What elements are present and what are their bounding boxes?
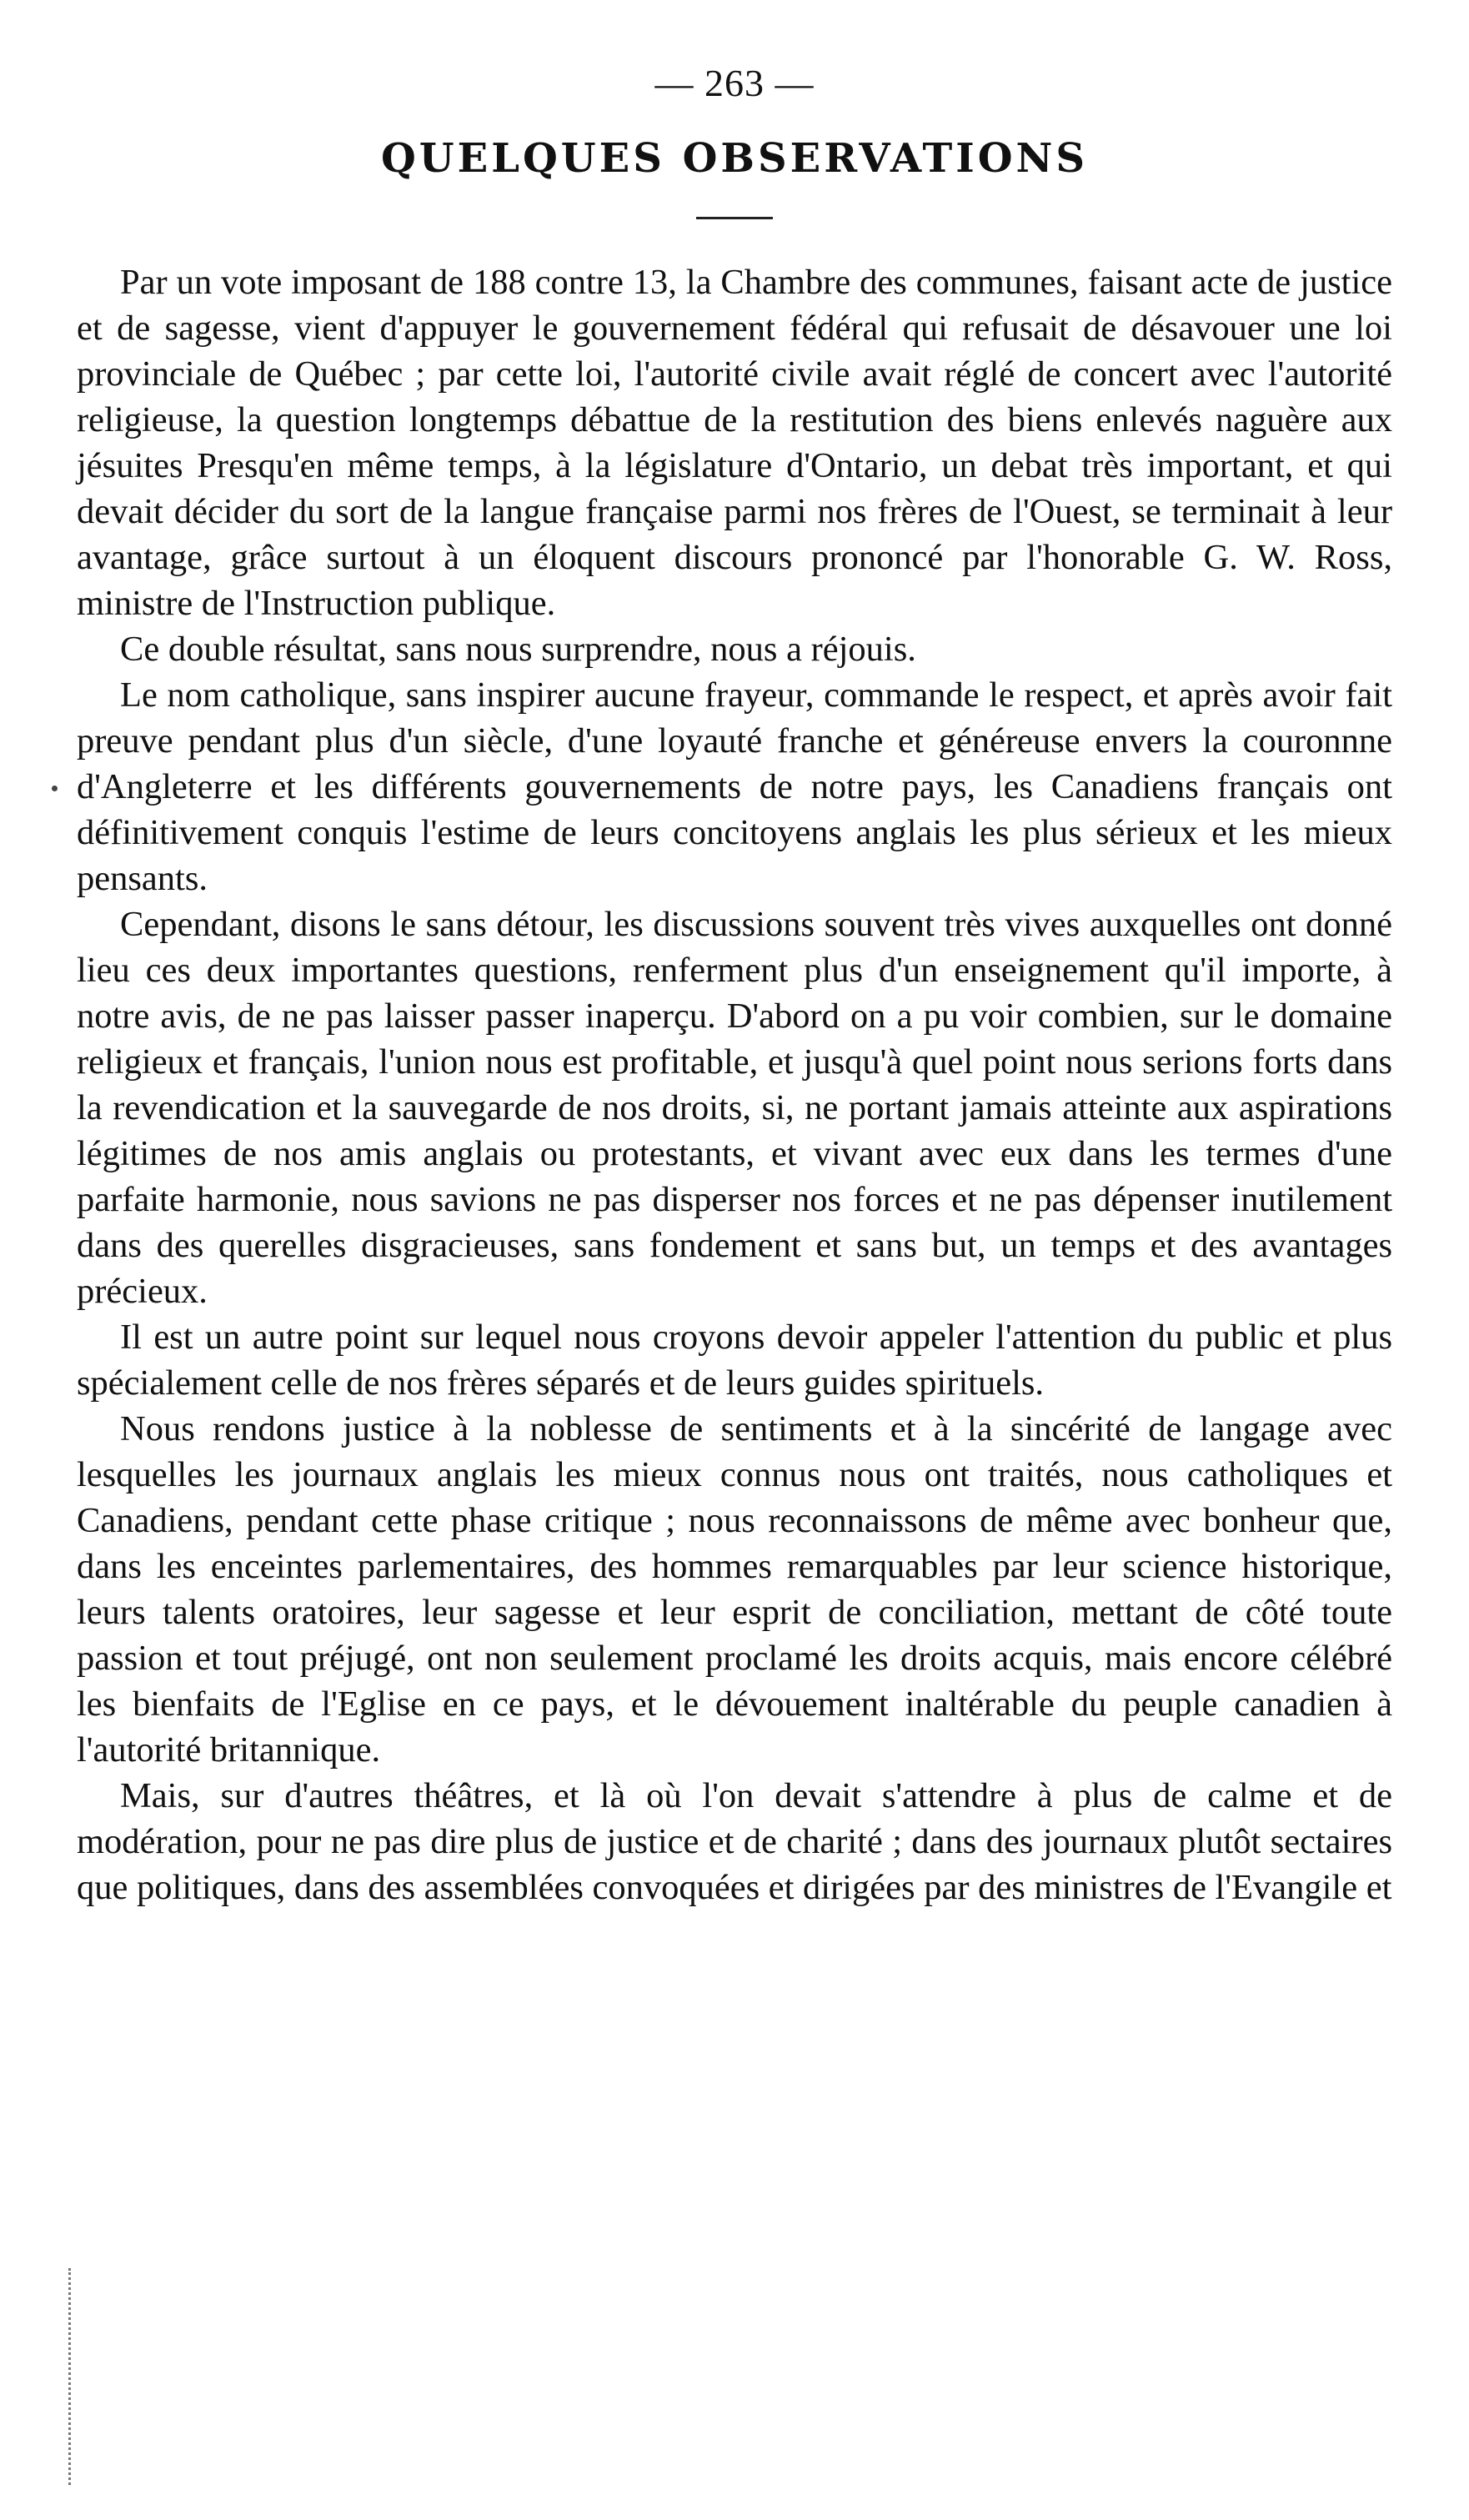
document-page [77,58,1392,1910]
paragraph: Cependant, disons le sans détour, les discussions souvent très vives auxquelles ont donné lieu ces deux importantes questions, renferment plus d'un enseignement qu'il importe, à notre avis, de ne pas laisser passer inaperçu. D'abord on a pu voir combien, sur le domaine religieux et français, l'union nous est profitable, et jusqu'à quel point nous serions forts dans la revendication et la sauvegarde de nos droits, si, ne portant jamais atteinte aux aspirations légitimes de nos amis anglais ou protestants, et vivant avec eux dans les termes d'une parfaite harmonie, nous savions ne pas disperser nos forces et ne pas dépenser inutilement dans des querelles disgracieuses, sans fondement et sans but, un temps et des avantages précieux. [77,905,1392,1311]
paragraph: Mais, sur d'autres théâtres, et là où l'on devait s'attendre à plus de calme et de modération, pour ne pas dire plus de justice et de charité ; dans des journaux plutôt sectaires que politiques, dans des assemblées convoquées et dirigées par des ministres de l'Evangile et [77,1776,1392,1907]
margin-dotted-line [68,2268,74,2485]
title-divider [696,217,773,219]
margin-mark [52,786,58,791]
paragraph: Ce double résultat, sans nous surprendre, nous a réjouis. [120,630,916,669]
paragraph: Nous rendons justice à la noblesse de sentiments et à la sincérité de langage avec lesquelles les journaux anglais les mieux connus nous ont traités, nous catholiques et Canadiens, pendant cette phase critique ; nous reconnaissons de même avec bonheur que, dans les enceintes parlementaires, des hommes remarquables par leur science historique, leurs talents oratoires, leur sagesse et leur esprit de conciliation, mettant de côté toute passion et tout préjugé, ont non seulement proclamé les droits acquis, mais encore célébré les bienfaits de l'Eglise en ce pays, et le dévouement inaltérable du peuple canadien à l'autorité britannique. [77,1409,1392,1770]
page-title: QUELQUES OBSERVATIONS [380,135,1089,182]
paragraph: Par un vote imposant de 188 contre 13, la Chambre des communes, faisant acte de justice et de sagesse, vient d'appuyer le gouvernement fédéral qui refusait de désavouer une loi provinciale de Québec ; par cette loi, l'autorité civile avait réglé de concert avec l'autorité religieuse, la question longtemps débattue de la restitution des biens enlevés naguère aux jésuites Presqu'en même temps, à la législature d'Ontario, un debat très important, et qui devait décider du sort de la langue française parmi nos frères de l'Ouest, se terminait à leur avantage, grâce surtout à un éloquent discours prononcé par l'honorable G. W. Ross, ministre de l'Instruction publique. [77,263,1392,623]
page-number: — 263 — [654,62,815,104]
paragraph: Le nom catholique, sans inspirer aucune frayeur, commande le respect, et après avoir fait preuve pendant plus d'un siècle, d'une loyauté franche et généreuse envers la couronnne d'Angleterre et les différents gouvernements de notre pays, les Canadiens français ont définitivement conquis l'estime de leurs concitoyens anglais les plus sérieux et les mieux pensants. [77,675,1392,898]
paragraph: Il est un autre point sur lequel nous croyons devoir appeler l'attention du public et plus spécialement celle de nos frères séparés et de leurs guides spirituels. [77,1318,1392,1403]
body-text [77,259,1392,1910]
